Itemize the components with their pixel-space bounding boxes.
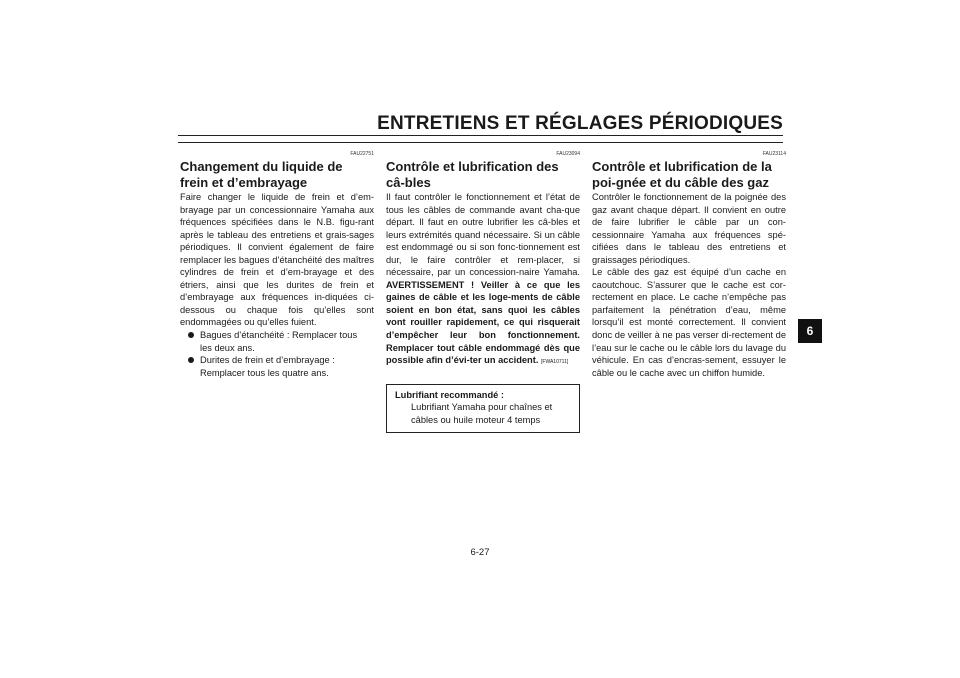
page-header-title: ENTRETIENS ET RÉGLAGES PÉRIODIQUES — [377, 113, 783, 134]
warning-text: AVERTISSEMENT ! Veiller à ce que les gaines de câble et les loge-ments de câble soient en bon état, sans quoi les câbles vont rouiller rapidement, ce qui risquerait d’empêcher leur bon fonctionnement. Remplacer tout câble endommagé dès que possible afin d’évi-ter un accident. — [386, 279, 580, 366]
chapter-tab: 6 — [798, 319, 822, 343]
lubricant-box-text: Lubrifiant Yamaha pour chaînes et câbles ou huile moteur 4 temps — [411, 402, 553, 425]
section-heading: Changement du liquide de frein et d’embrayage — [180, 159, 343, 190]
section-cables — [386, 151, 580, 433]
warning-code: [FWA10711] — [541, 359, 569, 366]
bullet-list — [180, 329, 374, 379]
list-item-text: Bagues d’étanchéité : Remplacer tous les deux ans. — [200, 330, 358, 353]
section-heading: Contrôle et lubrification de la poi-gnée et du câble des gaz — [592, 159, 772, 190]
header-double-rule — [178, 135, 783, 143]
page-number: 6-27 — [470, 547, 490, 558]
body-paragraph: Faire changer le liquide de frein et d’em-brayage par un concessionnaire Yamaha aux fréquences spécifiées dans le N.B. figu-rant après le tableau des entretiens et grais-sages périodiques. Il convient également de faire remplacer les bagues d’étanchéité des maîtres cylindres de frein et d’em-brayage et des étriers, ainsi que les durites de frein et d’embrayage aux fréquences in-diquées ci-dessous ou chaque fois qu’elles sont endommagées ou qu’elles fuient. — [180, 192, 374, 328]
list-item-text: Durites de frein et d’embrayage : Remplacer tous les quatre ans. — [200, 355, 335, 378]
bullet-icon — [188, 357, 194, 363]
body-text: Il faut contrôler le fonctionnement et l’état de tous les câbles de commande avant cha-que départ. Il faut en outre lubrifier les câ-bles et leurs extrémités quand nécessaire. Si un câble est endommagé ou si son fonc-tionnement est dur, le faire contrôler et rem-placer, si nécessaire, par un concession-naire Yamaha. — [386, 192, 580, 278]
section-code: FAU22751 — [350, 151, 374, 157]
lubricant-box-title: Lubrifiant recommandé : — [395, 389, 504, 400]
list-item — [180, 329, 374, 354]
body-paragraph: Le câble des gaz est équipé d’un cache en caoutchouc. S’assurer que le cache est cor-rectement en place. Le cache n’empêche pas parfaitement la pénétration d’eau, même lorsqu’il est monté correctement. Il convient donc de veiller à ne pas verser di-rectement de l’eau sur le cache ou le câble lors du lavage du véhicule. En cas d’encras-sement, essuyer le câble ou le cache avec un chiffon humide. — [592, 267, 786, 378]
section-heading: Contrôle et lubrification des câ-bles — [386, 159, 559, 190]
section-throttle — [592, 151, 786, 379]
section-code: FAU23094 — [556, 151, 580, 157]
section-body — [592, 191, 786, 379]
bullet-icon — [188, 332, 194, 338]
body-paragraph — [386, 191, 580, 369]
section-body — [180, 191, 374, 329]
body-paragraph: Contrôler le fonctionnement de la poignée des gaz avant chaque départ. Il convient en outre de faire lubrifier le câble par un con-cessionnaire Yamaha aux fréquences spé-cifiées dans le tableau des entretiens et graissages périodiques. — [592, 192, 786, 265]
section-body — [386, 191, 580, 369]
list-item — [180, 354, 374, 379]
section-brake-fluid — [180, 151, 374, 379]
recommended-lubricant-box — [386, 384, 580, 434]
section-code: FAU23114 — [762, 151, 786, 157]
